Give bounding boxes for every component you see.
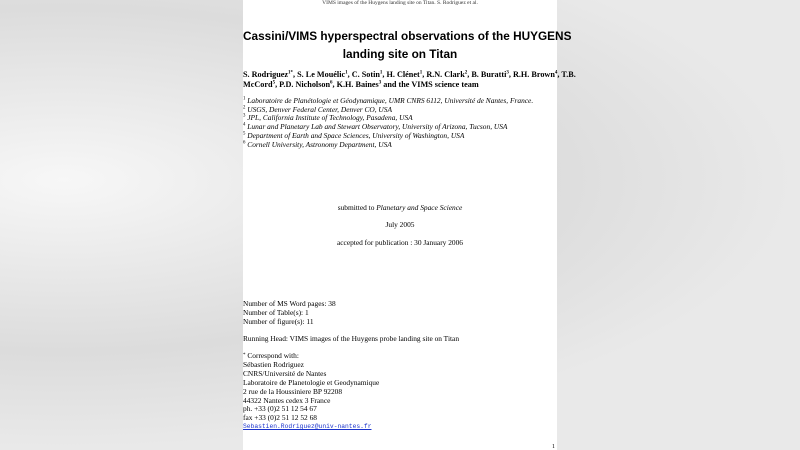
author: B. Buratti$^3$ (471, 70, 509, 79)
running-header: VIMS images of the Huygens landing site on Titan. S. Rodriguez et al. (322, 0, 478, 6)
address-line: Laboratoire de Planetologie et Geodynamique (243, 377, 380, 387)
title-line-1: Cassini/VIMS hyperspectral observations of the HUYGENS (243, 29, 572, 43)
document-page (243, 0, 576, 450)
author: R.N. Clark$^2$ (426, 70, 468, 79)
address-line: CNRS/Université de Nantes (243, 368, 327, 378)
journal-name: Planetary and Space Science (376, 203, 463, 212)
address-line: 2 rue de la Houssiniere BP 92208 (243, 386, 343, 396)
submission-date: July 2005 (385, 220, 415, 229)
running-head: Running Head: VIMS images of the Huygens probe landing site on Titan (243, 334, 460, 343)
author: S. Le Mouélic$^1$ (297, 70, 348, 79)
author: S. Rodriguez$^{1*}$ (243, 70, 294, 79)
affiliation: $^2$ USGS, Denver Federal Center, Denver CO, USA (243, 104, 392, 114)
author: P.D. Nicholson$^6$ (279, 80, 333, 89)
author-partial: T.B. (561, 70, 576, 79)
email-link[interactable]: Sebastien.Rodriguez@univ-nantes.fr (243, 423, 372, 431)
address-line: Sébastien Rodriguez (243, 359, 304, 369)
correspond-label: * Correspond with: (243, 351, 299, 360)
affiliation: $^1$ Laboratoire de Planétologie et Géodynamique, UMR CNRS 6112, Université de Nantes, France. (243, 96, 534, 105)
address-line: 44322 Nantes cedex 3 France (243, 395, 331, 405)
affiliation: $^6$ Cornell University, Astronomy Department, USA (243, 139, 392, 149)
affiliation: $^3$ JPL, California Institute of Technology, Pasadena, USA (243, 113, 413, 123)
phone-line: ph. +33 (0)2 51 12 54 67 (243, 404, 317, 414)
correspondence (243, 352, 557, 432)
table-count: Number of Table(s): 1 (243, 307, 309, 317)
submission-line: submitted to Planetary and Space Science (337, 203, 463, 212)
page-number: 1 (552, 444, 555, 450)
affiliation: $^5$ Department of Earth and Space Sciences, University of Washington, USA (243, 130, 465, 140)
title-line-2: landing site on Titan (342, 47, 458, 61)
manuscript-counts (243, 300, 557, 327)
author: K.H. Baines$^3$ (336, 80, 382, 89)
page-count: Number of MS Word pages: 38 (243, 299, 336, 308)
acceptance-line: accepted for publication : 30 January 2006 (336, 238, 463, 247)
author: C. Sotin$^1$ (351, 70, 383, 79)
paper-title (243, 27, 572, 63)
authors-tail: and the VIMS science team (383, 80, 479, 89)
affiliation: $^4$ Lunar and Planetary Lab and Stewart Observatory, University of Arizona, Tucson, USA (243, 122, 508, 132)
affiliation-list (243, 97, 561, 149)
author-list: S. Rodriguez$^{1*}$, S. Le Mouélic$^1$, C. Sotin$^1$, H. Clénet$^1$, R.N. Clark$^2$, B. Buratti$^3$, R.H. Brown$^4$, T.B. McCord$^5$, P.D. Nicholson$^6$, K.H. Baines$^3$ and the VIMS science team (243, 70, 576, 89)
author: McCord$^5$ (243, 80, 276, 89)
fax-line: fax +33 (0)2 51 12 52 68 (243, 413, 317, 423)
figure-count: Number of figure(s): 11 (243, 316, 314, 326)
author: H. Clénet$^1$ (386, 70, 423, 79)
author: R.H. Brown$^4$ (512, 70, 558, 79)
